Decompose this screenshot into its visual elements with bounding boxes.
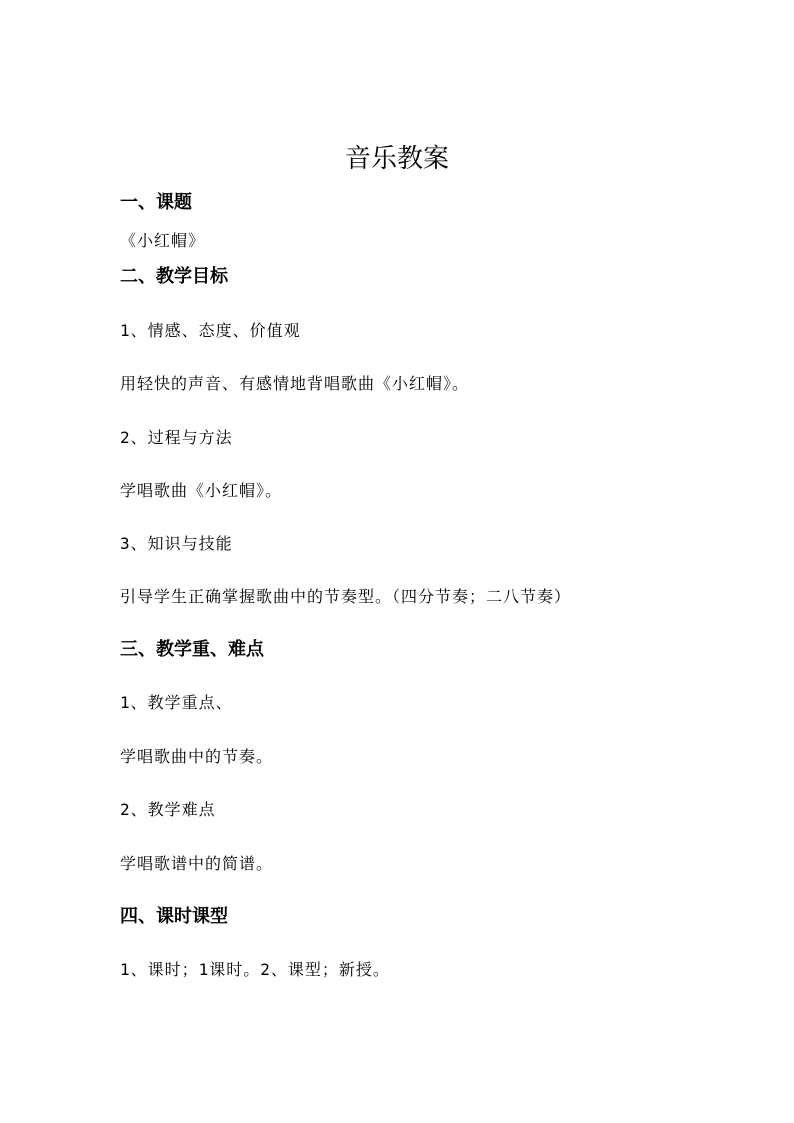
objective-2-label: 2、过程与方法 xyxy=(120,428,233,447)
key-point-label: 1、教学重点、 xyxy=(120,693,233,712)
section-heading-topic: 一、课题 xyxy=(120,192,192,213)
objective-1-text: 用轻快的声音、有感情地背唱歌曲《小红帽》。 xyxy=(120,374,470,393)
section-heading-objectives: 二、教学目标 xyxy=(120,266,228,287)
difficulty-label: 2、教学难点 xyxy=(120,800,216,819)
document-title: 音乐教案 xyxy=(344,144,449,174)
objective-1-label: 1、情感、态度、价值观 xyxy=(120,321,301,340)
topic-text: 《小红帽》 xyxy=(120,231,206,250)
objective-3-text: 引导学生正确掌握歌曲中的节奏型。（四分节奏；二八节奏） xyxy=(120,587,572,606)
schedule-text: 1、课时；1课时。2、课型；新授。 xyxy=(120,960,390,979)
objective-3-label: 3、知识与技能 xyxy=(120,534,233,553)
section-heading-schedule: 四、课时课型 xyxy=(120,906,228,927)
difficulty-text: 学唱歌谱中的简谱。 xyxy=(120,854,274,873)
key-point-text: 学唱歌曲中的节奏。 xyxy=(120,747,274,766)
section-heading-key-points: 三、教学重、难点 xyxy=(120,639,264,660)
objective-2-text: 学唱歌曲《小红帽》。 xyxy=(120,481,283,500)
